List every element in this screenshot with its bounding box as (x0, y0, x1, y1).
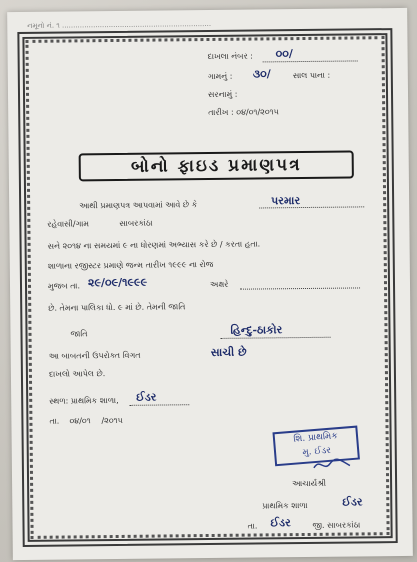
school-place-value: ઈડર (136, 390, 157, 404)
certificate-sheet (7, 8, 413, 560)
register-value: ૩૦/ (252, 67, 271, 81)
register-suffix: સાલ પાના : (292, 70, 331, 81)
body-line-5-prefix: મુજબ તા. (47, 281, 81, 291)
body-line-9: દાખલો આપેલ છે. (48, 369, 106, 379)
body-line-8: આ બાબતની ઉપરોક્ત વિગત (48, 350, 141, 361)
school-place-label: સ્થળ: પ્રાથમિક શાળા, (49, 395, 119, 406)
footer-date-suffix: /૨૦૧૫ (101, 415, 123, 426)
body-line-2-label: રહેવાસી/ગામ (47, 219, 90, 229)
footer-district-label: જી. સાબરકાંઠા (312, 520, 361, 530)
register-label: ગામનું : (207, 71, 233, 82)
body-line-8-value: સાચી છે (210, 345, 247, 359)
issue-date: તારીખ : ૦૪/૦૧/૨૦૧૫ (208, 107, 279, 118)
body-line-2-value: સાબરકાંઠા (119, 218, 153, 228)
body-line-5-suffix: અક્ષરે (209, 279, 229, 289)
stamp-line-1: શિ. પ્રાથમિક (293, 431, 339, 445)
body-line-6: છે. તેમના પાલિકા ધો. ૯ માં છે. તેમની જાતિ (48, 302, 186, 313)
footer-school-label: પ્રાથમિક શાળા (262, 500, 308, 511)
serial-number-label: દાખલા નંબર : (207, 51, 253, 62)
body-line-1: આથી પ્રમાણપત્ર આપવામાં આવે છે કે (79, 200, 198, 211)
footer-school-value: ઈડર (342, 495, 363, 509)
certificate-title: બોનો ફાઇડ પ્રમાણપત્ર (79, 150, 354, 181)
footer-date-label: તા. (49, 416, 60, 426)
stamp-line-2: મુ. ઈડર (302, 445, 332, 459)
address-label: સરનામું : (207, 89, 238, 100)
footer-date-value: ૦૪/૦૧ (69, 416, 91, 426)
body-line-4: શાળાના રજીસ્ટર પ્રમાણે જન્મ તારીખ ૧૯૯૯ ના રોજ (47, 259, 214, 271)
header-strip: નમૂનો નં. ૧ ................................................................... (27, 19, 212, 30)
student-name: પરમાર (271, 194, 301, 208)
body-line-7-prefix: જાતિ (70, 329, 88, 339)
footer-place-value: ઈડર (270, 516, 291, 530)
serial-number-value: ૦૦/ (275, 47, 293, 61)
body-line-3: સને ૨૦૧૪ ના સમયમાં ૯ ના ધોરણમાં અભ્યાસ કરે છે / કરતા હતા. (47, 239, 261, 251)
footer-place-label: તા. (247, 521, 258, 531)
principal-label: આચાર્યશ્રી (292, 478, 327, 489)
caste-value: હિન્દુ-ઠાકોર (230, 323, 283, 337)
birth-date-value: ૨૯/૦૯/૧૯૯૯ (87, 275, 148, 290)
principal-signature (312, 456, 352, 474)
